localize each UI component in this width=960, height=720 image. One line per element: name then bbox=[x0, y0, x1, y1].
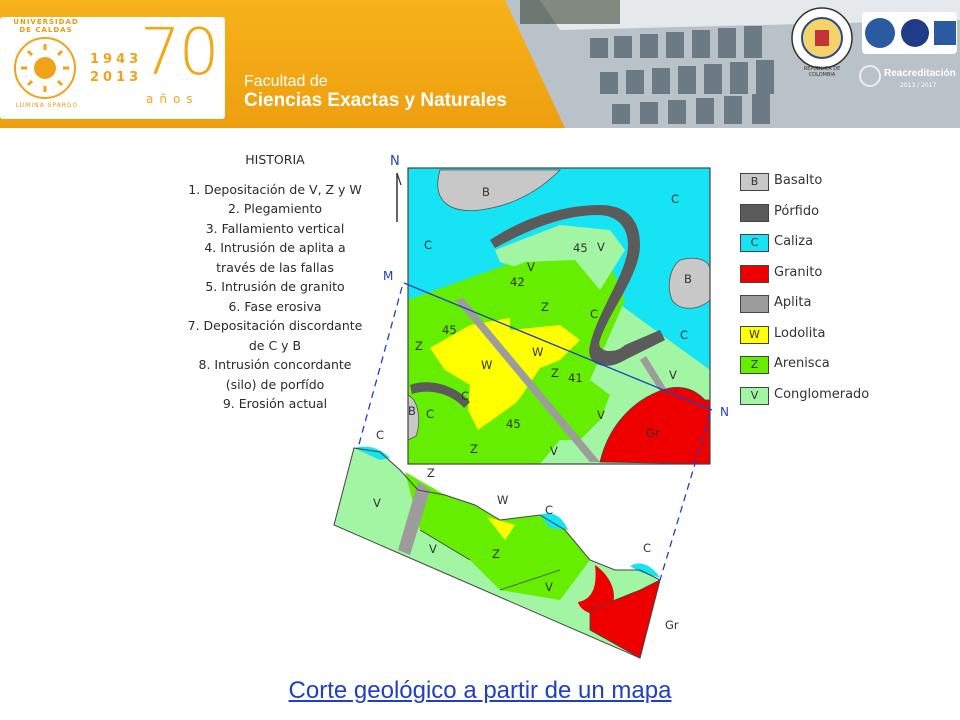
history-step: 2. Plegamiento bbox=[227, 201, 322, 216]
legend-label: Conglomerado bbox=[774, 386, 870, 402]
map-unit-label: B bbox=[408, 404, 416, 418]
legend-label: Pórfido bbox=[774, 203, 820, 219]
section-label: Z bbox=[427, 466, 435, 480]
section-label: C bbox=[545, 503, 554, 517]
map-unit-label: C bbox=[461, 389, 470, 403]
faculty-line2: Ciencias Exactas y Naturales bbox=[244, 90, 507, 111]
dip-label: 41 bbox=[568, 371, 583, 385]
section-label: Gr bbox=[665, 618, 679, 632]
section-end-label: N bbox=[720, 405, 729, 419]
map-unit-label: V bbox=[527, 260, 535, 274]
legend-swatch: B bbox=[740, 173, 769, 191]
legend-swatch: C bbox=[740, 234, 769, 252]
north-label: N bbox=[390, 154, 400, 169]
section-label: V bbox=[373, 496, 381, 510]
years-top: 1943 bbox=[90, 52, 143, 67]
years-bottom: 2013 bbox=[90, 70, 143, 85]
legend-label: Aplita bbox=[774, 295, 812, 310]
map-unit-label: C bbox=[680, 328, 689, 342]
history-step: (silo) de porfído bbox=[225, 376, 325, 392]
history-step: 7. Depositación discordante bbox=[187, 318, 363, 333]
legend-label: Basalto bbox=[774, 173, 823, 188]
dip-label: 45 bbox=[442, 323, 457, 337]
map-unit-label: V bbox=[597, 408, 605, 422]
map-unit-label: V bbox=[597, 240, 605, 254]
reaccreditation-label: Reacreditación bbox=[884, 68, 956, 79]
seal-motto: LUMINA SPARGO bbox=[15, 102, 79, 109]
history-step: 6. Fase erosiva bbox=[228, 298, 322, 314]
legend-label: Caliza bbox=[774, 234, 814, 249]
history-step: 1. Depositación de V, Z y W bbox=[188, 181, 362, 197]
dip-label: 45 bbox=[506, 417, 521, 431]
colombia-badge-text: REPÚBLICA DE COLOMBIA bbox=[803, 66, 841, 78]
legend-swatch: V bbox=[740, 387, 769, 405]
map-unit-label: C bbox=[426, 407, 435, 421]
caption-link[interactable]: Corte geológico a partir de un mapa bbox=[288, 677, 672, 704]
history-step: de C y B bbox=[248, 337, 302, 353]
faculty-line1: Facultad de bbox=[244, 73, 328, 90]
map-unit-label: C bbox=[590, 307, 599, 321]
geologic-map bbox=[383, 168, 729, 464]
map-unit-label: Gr bbox=[646, 426, 660, 440]
anniversary-number: 70 bbox=[140, 16, 218, 90]
legend-label: Granito bbox=[774, 264, 823, 280]
map-unit-label: W bbox=[532, 345, 544, 359]
map-unit-label: B bbox=[684, 272, 692, 286]
map-unit-label: V bbox=[550, 444, 558, 458]
caption bbox=[0, 677, 960, 705]
map-unit-label: Z bbox=[551, 366, 559, 380]
map-unit-label: C bbox=[671, 192, 680, 206]
dip-label: 45 bbox=[573, 241, 588, 255]
section-label: V bbox=[545, 580, 553, 594]
map-unit-label: Z bbox=[415, 339, 423, 353]
history-step: 9. Erosión actual bbox=[222, 396, 328, 411]
anniversary-word: años bbox=[146, 92, 199, 106]
legend-swatch bbox=[740, 295, 769, 313]
history-step: 8. Intrusión concordante bbox=[198, 357, 352, 372]
history-title: HISTORIA bbox=[245, 152, 305, 167]
dip-label: 42 bbox=[510, 275, 525, 289]
legend-swatch: Z bbox=[740, 356, 769, 374]
legend-swatch: W bbox=[740, 326, 769, 344]
map-unit-label: B bbox=[482, 185, 490, 199]
map-unit-label: C bbox=[424, 238, 433, 252]
map-unit-label: Z bbox=[541, 300, 549, 314]
section-label: Z bbox=[492, 547, 500, 561]
section-label: C bbox=[643, 541, 652, 555]
reaccreditation-years: 2013 / 2017 bbox=[900, 82, 937, 89]
map-unit-label: V bbox=[669, 368, 677, 382]
seal-text: UNIVERSIDAD DE CALDAS bbox=[13, 18, 79, 34]
history-step: 3. Fallamiento vertical bbox=[205, 220, 345, 236]
legend-swatch: Gr bbox=[740, 265, 769, 283]
legend-label: Arenisca bbox=[774, 356, 830, 371]
section-label: C bbox=[376, 428, 385, 442]
section-start-label: M bbox=[383, 269, 394, 283]
section-label: V bbox=[429, 542, 437, 556]
history-step: 4. Intrusión de aplita a bbox=[204, 240, 346, 255]
map-unit-label: W bbox=[481, 358, 493, 372]
legend-label: Lodolita bbox=[774, 325, 826, 341]
map-unit-label: Z bbox=[470, 442, 478, 456]
cross-section bbox=[334, 447, 660, 658]
history-step: través de las fallas bbox=[216, 259, 334, 275]
section-label: W bbox=[497, 493, 509, 507]
legend-swatch bbox=[740, 204, 769, 222]
history-step: 5. Intrusión de granito bbox=[205, 279, 345, 294]
